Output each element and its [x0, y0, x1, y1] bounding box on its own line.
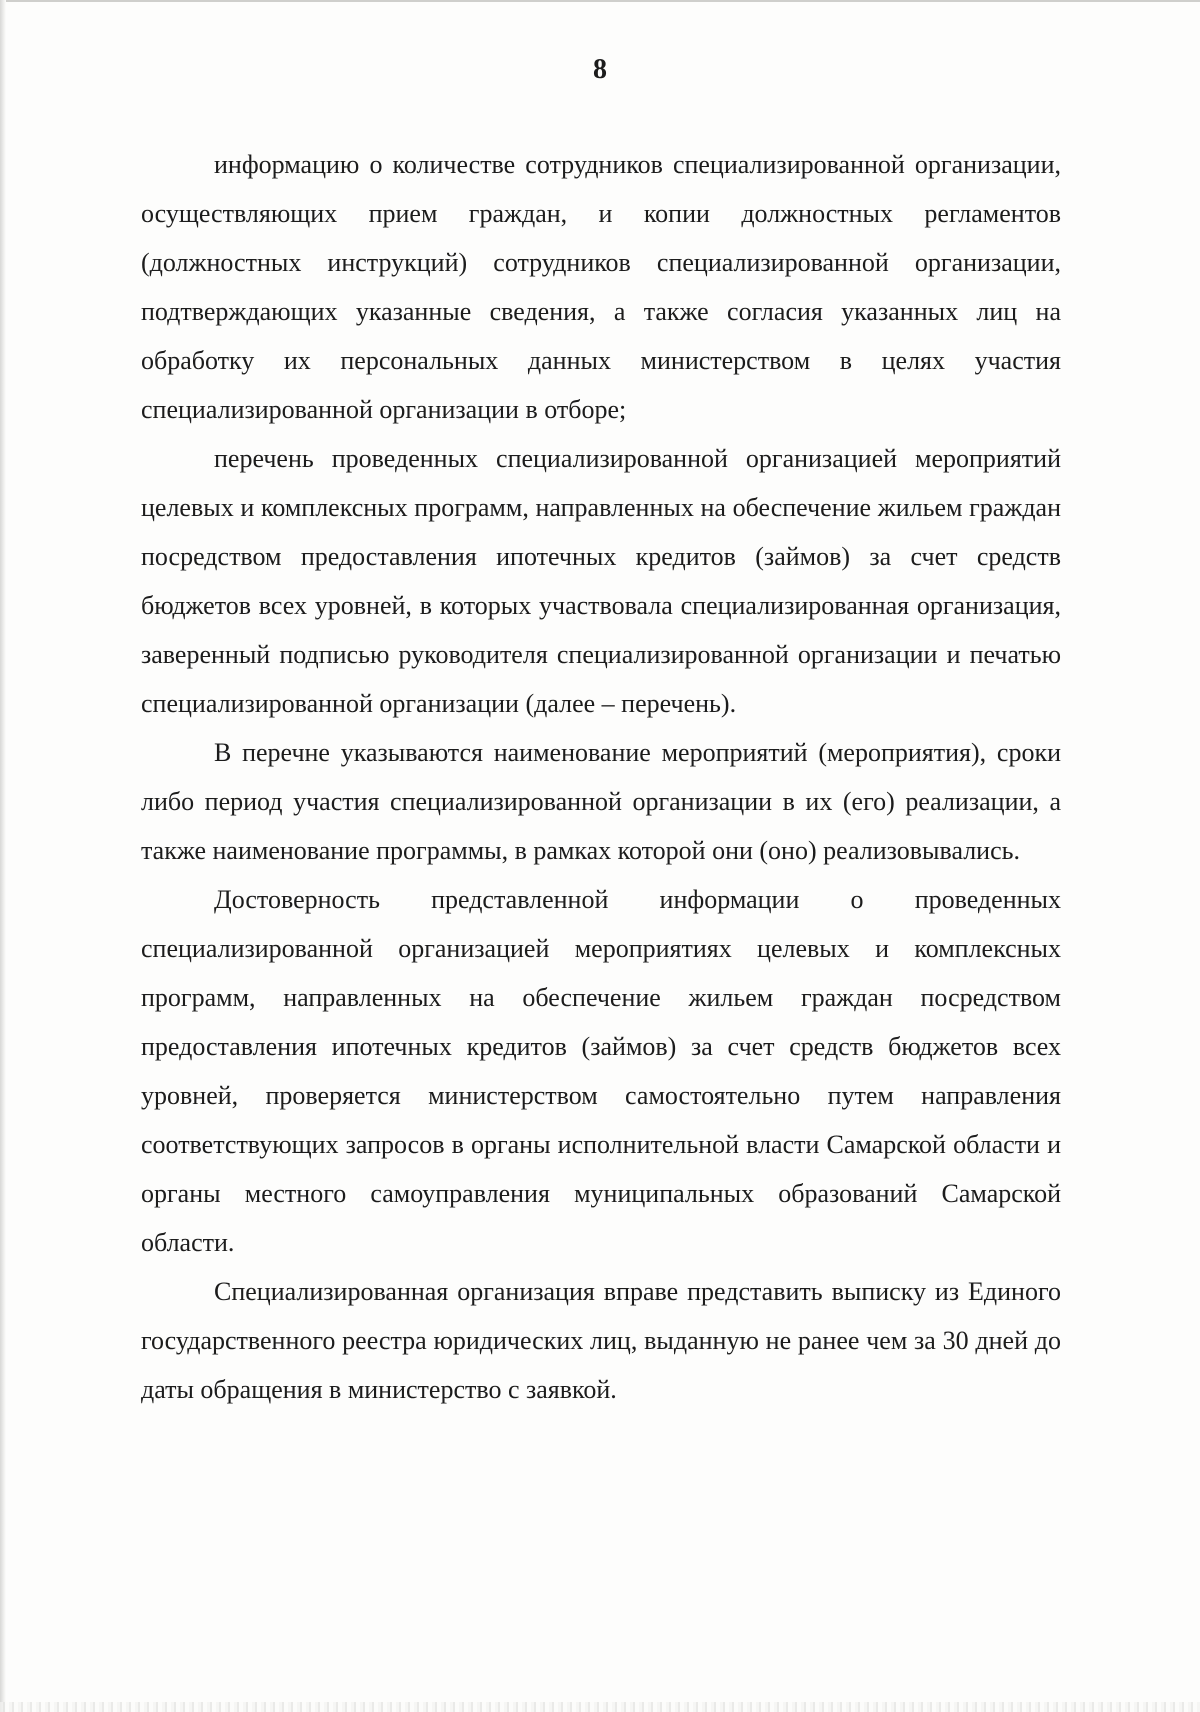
paragraph-list-contents: В перечне указываются наименование мероприятий (мероприятия), сроки либо период участия специализированной организации в их (его) реализации, а также наименование программы, в рамках которой они (оно) реализовывались. — [141, 738, 1061, 865]
page-number: 8 — [593, 54, 607, 85]
paragraph-events-list: перечень проведенных специализированной организацией мероприятий целевых и комплексных программ, направленных на обеспечение жильем граждан посредством предоставления ипотечных кредитов (займов) за счет средств бюджетов всех уровней, в которых участвовала специализированная организация, заверенный подписью руководителя специализированной организации и печатью специализированной организации (далее – перечень). — [141, 444, 1061, 718]
scan-edge-left — [0, 0, 6, 1712]
document-body — [141, 140, 1061, 1414]
scan-edge-bottom — [0, 1702, 1200, 1712]
paragraph-registry-extract: Специализированная организация вправе представить выписку из Единого государственного реестра юридических лиц, выданную не ранее чем за 30 дней до даты обращения в министерство с заявкой. — [141, 1277, 1061, 1404]
paragraph-employees-info: информацию о количестве сотрудников специализированной организации, осуществляющих прием граждан, и копии должностных регламентов (должностных инструкций) сотрудников специализированной организации, подтверждающих указанные сведения, а также согласия указанных лиц на обработку их персональных данных министерством в целях участия специализированной организации в отборе; — [141, 150, 1061, 424]
paragraph-verification: Достоверность представленной информации о проведенных специализированной организацией мероприятиях целевых и комплексных программ, направленных на обеспечение жильем граждан посредством предоставления ипотечных кредитов (займов) за счет средств бюджетов всех уровней, проверяется министерством самостоятельно путем направления соответствующих запросов в органы исполнительной власти Самарской области и органы местного самоуправления муниципальных образований Самарской области. — [141, 885, 1061, 1257]
scan-edge-top — [0, 0, 1200, 2]
